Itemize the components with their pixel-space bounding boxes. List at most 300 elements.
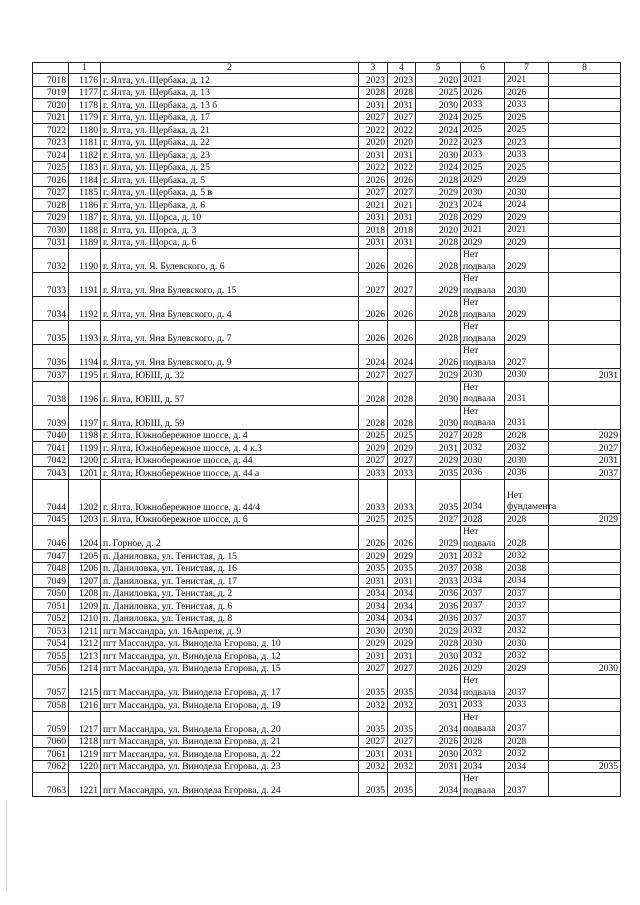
table-cell: г. Ялта, ул. Щербака, д. 22 [101,136,359,149]
table-cell: 2033 [359,467,388,480]
table-cell: 2032 [461,442,505,455]
table-cell: 7050 [33,587,69,600]
table-cell: 2032 [359,760,388,773]
table-cell: 2037 [416,562,461,575]
table-cell: 2025 [388,429,416,442]
table-cell: 2030 [416,650,461,663]
table-row [33,381,621,405]
table-cell: 2022 [388,161,416,174]
table-row [33,345,621,369]
table-cell: г. Ялта, ЮБШ, д. 32 [101,369,359,382]
table-cell: 1217 [69,711,101,735]
table-cell: 1188 [69,224,101,237]
table-cell: 7031 [33,236,69,249]
table-cell: 7037 [33,369,69,382]
table-cell: 1221 [69,773,101,797]
table-cell: 1180 [69,124,101,137]
table-cell: п. Даниловка, ул. Тенистая, д. 8 [101,612,359,625]
table-cell: 2032 [505,550,549,563]
table-cell: пгт Массандра, ул. Винодела Егорова, д. 15 [101,662,359,675]
table-cell: Нет подвала [461,773,505,797]
table-cell: 2028 [416,637,461,650]
table-cell: 2033 [388,479,416,513]
table-cell: 7048 [33,562,69,575]
table-cell: 2029 [505,297,549,321]
table-cell: 7022 [33,124,69,137]
table-cell: 2027 [505,345,549,369]
table-cell: 2023 [359,74,388,87]
table-cell: 7057 [33,675,69,699]
table-cell: 2026 [416,345,461,369]
table-cell: г. Ялта, ЮБШ, д. 59 [101,405,359,429]
table-cell: 2038 [461,562,505,575]
table-cell: п. Даниловка, ул. Тенистая, д. 17 [101,575,359,588]
table-cell: Нет фундамента [505,479,549,513]
table-cell: 2035 [549,760,621,773]
table-cell [549,161,621,174]
table-cell: 2027 [549,442,621,455]
table-cell: 2033 [505,149,549,162]
table-cell: 2024 [416,161,461,174]
table-cell: 2020 [416,224,461,237]
table-cell: 2030 [461,637,505,650]
table-cell: 1200 [69,454,101,467]
table-cell: 2028 [461,735,505,748]
table-cell: 1195 [69,369,101,382]
table-row [33,513,621,526]
table-cell: Нет подвала [461,249,505,273]
header-cell: 6 [461,63,505,74]
table-row [33,735,621,748]
table-cell [549,711,621,735]
table-cell: п. Даниловка, ул. Тенистая, д. 16 [101,562,359,575]
table-row [33,236,621,249]
table-cell: 7019 [33,86,69,99]
table-cell: 2023 [461,136,505,149]
table-cell: 2027 [359,273,388,297]
table-row [33,612,621,625]
table-cell: г. Ялта, ЮБШ, д. 57 [101,381,359,405]
table-row [33,86,621,99]
header-cell: 7 [505,63,549,74]
table-cell: 7052 [33,612,69,625]
table-cell [549,186,621,199]
table-cell: 2027 [359,369,388,382]
table-cell: 2029 [505,662,549,675]
table-cell: 7018 [33,74,69,87]
table-cell: 2026 [388,297,416,321]
table-cell: Нет подвала [461,273,505,297]
table-cell: 2031 [359,99,388,112]
table-cell: 2025 [388,513,416,526]
table-cell: 2028 [388,405,416,429]
table-cell: 7027 [33,186,69,199]
table-cell: 7061 [33,748,69,761]
header-cell: 5 [416,63,461,74]
table-cell: пгт Массандра, ул. Винодела Егорова, д. 10 [101,637,359,650]
table-cell: 2031 [359,575,388,588]
header-cell: 2 [101,63,359,74]
table-cell: г. Ялта, Южнобережное шоссе, д. 44 а [101,467,359,480]
table-cell: 2024 [359,345,388,369]
table-cell [549,74,621,87]
table-cell: 1216 [69,699,101,712]
table-cell: 7029 [33,211,69,224]
table-cell: 2029 [416,273,461,297]
table-row [33,124,621,137]
table-row [33,136,621,149]
table-cell [549,526,621,550]
table-cell: 7055 [33,650,69,663]
table-cell: 2034 [461,479,505,513]
table-cell [549,650,621,663]
table-cell: 2022 [388,124,416,137]
table-cell: 1191 [69,273,101,297]
table-cell: 1212 [69,637,101,650]
table-cell [549,321,621,345]
table-cell: 1199 [69,442,101,455]
table-row [33,550,621,563]
table-row [33,562,621,575]
table-cell: 2027 [359,735,388,748]
table-row [33,760,621,773]
table-cell: 2029 [416,454,461,467]
table-cell: пгт Массандра, ул. Винодела Егорова, д. 17 [101,675,359,699]
table-cell: 2035 [388,773,416,797]
table-cell: 1178 [69,99,101,112]
table-cell: 1215 [69,675,101,699]
table-cell: г. Ялта, ул. Щорса, д. 6 [101,236,359,249]
table-cell: 2020 [388,136,416,149]
table-cell: 2029 [505,321,549,345]
table-cell: 2026 [359,526,388,550]
table-cell: 2028 [359,405,388,429]
table-cell: 2028 [461,513,505,526]
table-cell: г. Ялта, ул. Яна Булевского, д. 7 [101,321,359,345]
table-cell: 2034 [359,612,388,625]
table-cell: 2028 [416,297,461,321]
table-cell: 2027 [388,186,416,199]
table-cell: 7034 [33,297,69,321]
table-cell: пгт Массандра, ул. Винодела Егорова, д. 20 [101,711,359,735]
table-cell: 2036 [505,467,549,480]
table-cell: 1183 [69,161,101,174]
table-cell: 2021 [359,199,388,212]
table-cell: 2031 [359,650,388,663]
table-cell: 1187 [69,211,101,224]
table-cell: 2030 [505,454,549,467]
table-cell: 7020 [33,99,69,112]
table-cell: 2031 [388,211,416,224]
table-cell: г. Ялта, ул. Щербака, д. 13 б [101,99,359,112]
table-cell: г. Ялта, Южнобережное шоссе, д. 6 [101,513,359,526]
table-cell [549,345,621,369]
table-cell: 1177 [69,86,101,99]
table-cell: 7040 [33,429,69,442]
table-cell: 7021 [33,111,69,124]
table-cell [549,637,621,650]
table-cell [549,735,621,748]
table-row [33,273,621,297]
table-cell: 2027 [388,735,416,748]
table-cell: 7053 [33,625,69,638]
table-cell: 2034 [461,760,505,773]
table-cell: 2024 [416,124,461,137]
table-cell [549,600,621,613]
table-cell: 1208 [69,587,101,600]
table-cell [549,405,621,429]
table-cell: 2030 [461,186,505,199]
table-cell: п. Даниловка, ул. Тенистая, д. 2 [101,587,359,600]
table-cell: 2032 [505,650,549,663]
table-cell: 2025 [461,161,505,174]
table-cell: 1194 [69,345,101,369]
table-cell: 2021 [461,224,505,237]
header-cell: 4 [388,63,416,74]
table-cell: 2021 [461,74,505,87]
table-cell: 2035 [388,711,416,735]
table-cell: 2026 [388,321,416,345]
table-cell: 7047 [33,550,69,563]
table-cell: 2030 [359,625,388,638]
table-cell: 2034 [416,675,461,699]
table-cell: Нет подвала [461,675,505,699]
table-cell: 7035 [33,321,69,345]
table-cell: 1184 [69,174,101,187]
table-cell: 2021 [505,74,549,87]
table-cell: 2020 [416,74,461,87]
table-cell: 7041 [33,442,69,455]
table-cell: г. Ялта, ул. Щербака, д. 21 [101,124,359,137]
table-cell [549,124,621,137]
table-cell: 2030 [416,381,461,405]
table-row [33,199,621,212]
table-cell [549,562,621,575]
table-cell: 1192 [69,297,101,321]
table-cell: 2037 [505,612,549,625]
table-cell: 2031 [359,236,388,249]
table-cell: г. Ялта, ул. Щербака, д. 17 [101,111,359,124]
table-cell [549,479,621,513]
table-cell: 2025 [505,161,549,174]
table-cell: 2031 [549,369,621,382]
table-cell: 2028 [505,429,549,442]
table-cell: 1202 [69,479,101,513]
table-cell: 2029 [461,236,505,249]
table-cell [549,748,621,761]
table-cell: 2029 [359,637,388,650]
table-row [33,575,621,588]
table-cell: г. Ялта, ул. Щербака, д. 23 [101,149,359,162]
table-cell: 2021 [505,224,549,237]
table-cell: 7038 [33,381,69,405]
table-cell: 2025 [359,513,388,526]
table-cell: 2031 [416,760,461,773]
table-cell: 7046 [33,526,69,550]
table-cell: 2027 [416,429,461,442]
table-cell: 2035 [359,773,388,797]
table-row [33,405,621,429]
table-cell: 2029 [461,174,505,187]
table-cell: 2028 [461,429,505,442]
table-cell: 2025 [461,124,505,137]
table-cell: 7030 [33,224,69,237]
table-cell: г. Ялта, Южнобережное шоссе, д. 44/4 [101,479,359,513]
table-cell: 2018 [388,224,416,237]
table-cell: 2037 [505,600,549,613]
table-cell: г. Ялта, ул. Щербака, д. 13 [101,86,359,99]
table-cell: 2035 [359,711,388,735]
table-cell: 2033 [416,575,461,588]
table-cell: 7059 [33,711,69,735]
table-cell: 7026 [33,174,69,187]
table-cell: 2030 [505,369,549,382]
table-cell: 1189 [69,236,101,249]
table-cell: Нет подвала [461,345,505,369]
table-cell: 2034 [388,600,416,613]
table-cell: 2027 [388,369,416,382]
table-cell [549,699,621,712]
table-cell [549,174,621,187]
table-cell: 7054 [33,637,69,650]
table-cell: 2033 [461,699,505,712]
table-cell: г. Ялта, ул. Щербака, д. 5 в [101,186,359,199]
table-cell: 2029 [549,513,621,526]
table-cell [549,675,621,699]
table-cell: 2031 [549,454,621,467]
table-cell: 2032 [505,442,549,455]
table-cell: 2031 [388,575,416,588]
table-cell: 2029 [388,442,416,455]
table-cell: 2037 [505,711,549,735]
table-cell: 2028 [359,86,388,99]
table-cell: 2031 [416,699,461,712]
table-cell: 2032 [461,748,505,761]
table-row [33,675,621,699]
table-cell: 2030 [505,186,549,199]
table-cell: 2034 [388,587,416,600]
table-cell: 2027 [359,111,388,124]
table-cell: 2028 [416,174,461,187]
table-cell [549,236,621,249]
table-cell: 2029 [416,526,461,550]
table-row [33,174,621,187]
table-cell: 7039 [33,405,69,429]
table-row [33,711,621,735]
scan-artifact [6,800,7,890]
table-cell: 2036 [416,600,461,613]
table-cell: 2022 [359,161,388,174]
table-cell [549,149,621,162]
table-cell: 2032 [505,625,549,638]
table-cell: 2032 [359,699,388,712]
table-cell: 2023 [388,74,416,87]
table-cell: 2028 [416,321,461,345]
table-cell: 1204 [69,526,101,550]
table-cell: пгт Массандра, ул. Винодела Егорова, д. 21 [101,735,359,748]
table-cell: 2036 [461,467,505,480]
table-row [33,773,621,797]
table-cell: 2023 [505,136,549,149]
table-cell: 7049 [33,575,69,588]
table-cell: г. Ялта, ул. Яна Булевского, д. 4 [101,297,359,321]
table-cell: 2037 [505,587,549,600]
table-row [33,429,621,442]
table-cell: 2026 [359,249,388,273]
table-cell: 2034 [359,600,388,613]
table-cell: 2026 [359,174,388,187]
table-cell: 2029 [505,211,549,224]
table-cell: 1185 [69,186,101,199]
table-cell: 7032 [33,249,69,273]
table-row [33,211,621,224]
table-row [33,249,621,273]
table-cell: 2037 [461,612,505,625]
table-cell: Нет подвала [461,297,505,321]
table-cell: 2025 [505,111,549,124]
table-cell [549,86,621,99]
table-cell: 2034 [416,773,461,797]
table-cell: 2022 [359,124,388,137]
header-cell: 3 [359,63,388,74]
table-cell: 2028 [505,513,549,526]
table-cell: 2032 [461,625,505,638]
table-cell: г. Ялта, ул. Щербака, д. 12 [101,74,359,87]
table-cell: 2037 [461,600,505,613]
table-cell: 1196 [69,381,101,405]
table-cell: 2027 [388,662,416,675]
table-cell: г. Ялта, ул. Щорса, д. 10 [101,211,359,224]
table-cell [549,587,621,600]
header-cell: 1 [69,63,101,74]
table-cell: 1207 [69,575,101,588]
table-cell: 2036 [416,612,461,625]
table-row [33,99,621,112]
table-cell: 2032 [461,550,505,563]
table-cell: 2020 [359,136,388,149]
table-cell: 2025 [359,429,388,442]
repair-schedule-table [32,62,621,797]
table-row [33,587,621,600]
table-cell: 2031 [416,442,461,455]
table-cell: 2027 [388,454,416,467]
table-cell: 2031 [359,748,388,761]
table-cell: 2034 [505,760,549,773]
table-cell: 2029 [388,637,416,650]
table-cell: 7025 [33,161,69,174]
table-cell: 2026 [388,249,416,273]
table-cell: 7058 [33,699,69,712]
table-cell: 2037 [461,587,505,600]
table-cell: 1205 [69,550,101,563]
table-cell: 2029 [505,236,549,249]
table-cell: 1220 [69,760,101,773]
table-row [33,186,621,199]
table-row [33,111,621,124]
table-cell: пгт Массандра, ул. Винодела Егорова, д. 19 [101,699,359,712]
table-cell: 1211 [69,625,101,638]
table-cell: 2028 [416,249,461,273]
table-cell: 1209 [69,600,101,613]
table-cell [549,199,621,212]
table-cell: 2034 [359,587,388,600]
table-row [33,699,621,712]
table-cell: г. Ялта, ул. Яна Булевского, д. 15 [101,273,359,297]
table-cell: г. Ялта, Южнобережное шоссе, д. 4 [101,429,359,442]
table-row [33,369,621,382]
table-cell: 2025 [505,124,549,137]
table-cell: 2034 [388,612,416,625]
